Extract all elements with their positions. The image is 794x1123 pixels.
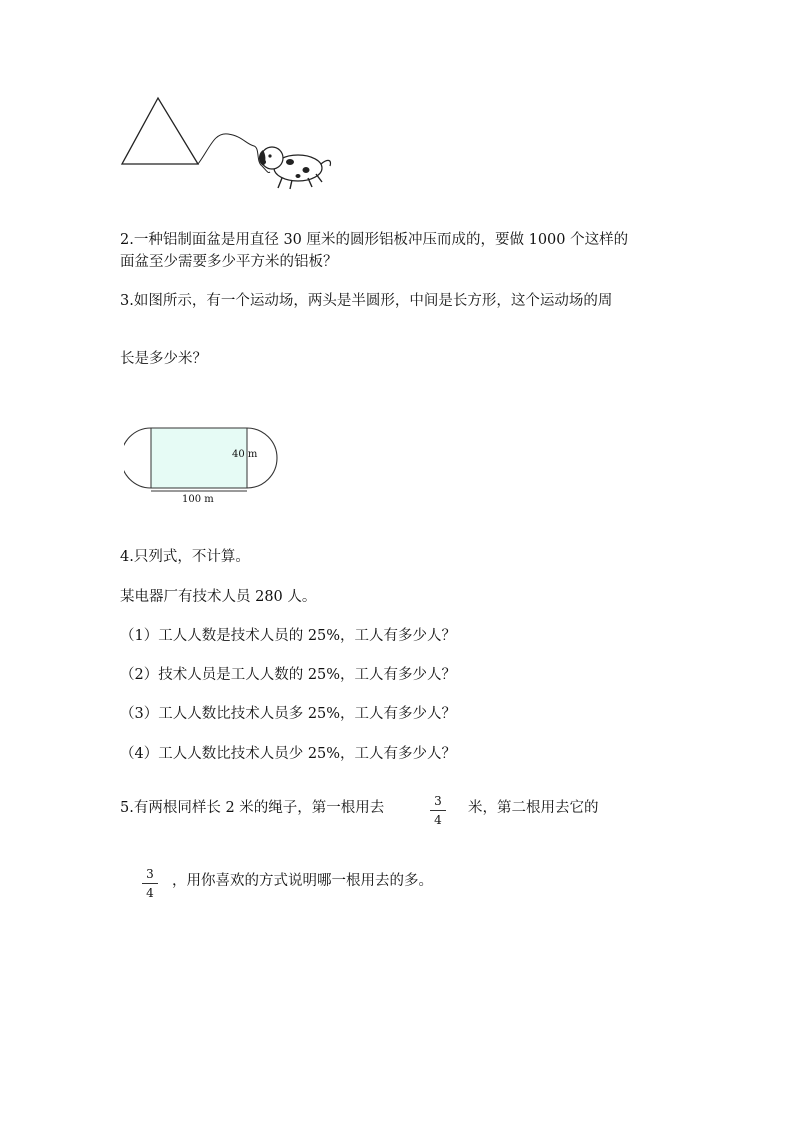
fraction-numerator: 3 <box>146 867 154 881</box>
left-semicircle <box>124 428 151 488</box>
q5-part3: ，用你喜欢的方式说明哪一根用去的多。 <box>172 873 433 889</box>
width-label: 40 m <box>232 449 258 460</box>
fraction-denominator: 4 <box>146 886 154 900</box>
q4-item-2: （2）技术人员是工人人数的 25%，工人有多少人？ <box>120 667 457 683</box>
length-label: 100 m <box>182 494 214 505</box>
triangle-shape <box>122 98 198 164</box>
dog-icon <box>259 147 331 189</box>
q4-title: 4.只列式，不计算。 <box>120 549 250 565</box>
q5-fraction-2 <box>140 867 160 900</box>
stadium-figure <box>124 420 278 506</box>
q2-line2: 面盆至少需要多少平方米的铝板？ <box>120 254 338 270</box>
q2-line1: 2.一种铝制面盆是用直径 30 厘米的圆形铝板冲压而成的，要做 1000 个这样的 <box>120 232 629 248</box>
fraction-denominator: 4 <box>434 813 442 827</box>
triangle-dog-illustration <box>110 88 340 198</box>
q5-part1: 5.有两根同样长 2 米的绳子，第一根用去 <box>120 800 385 816</box>
q5-part2: 米，第二根用去它的 <box>468 800 599 816</box>
q3-line1: 3.如图所示，有一个运动场，两头是半圆形，中间是长方形，这个运动场的周 <box>120 293 613 309</box>
q4-item-1: （1）工人人数是技术人员的 25%，工人有多少人？ <box>120 628 457 644</box>
q4-item-4: （4）工人人数比技术人员少 25%，工人有多少人？ <box>120 746 457 762</box>
q3-line2: 长是多少米？ <box>120 351 207 367</box>
q4-context: 某电器厂有技术人员 280 人。 <box>120 589 317 605</box>
q4-item-3: （3）工人人数比技术人员多 25%，工人有多少人？ <box>120 706 457 722</box>
rope-line <box>198 134 270 173</box>
q5-fraction-1 <box>428 794 448 827</box>
fraction-numerator: 3 <box>434 794 442 808</box>
